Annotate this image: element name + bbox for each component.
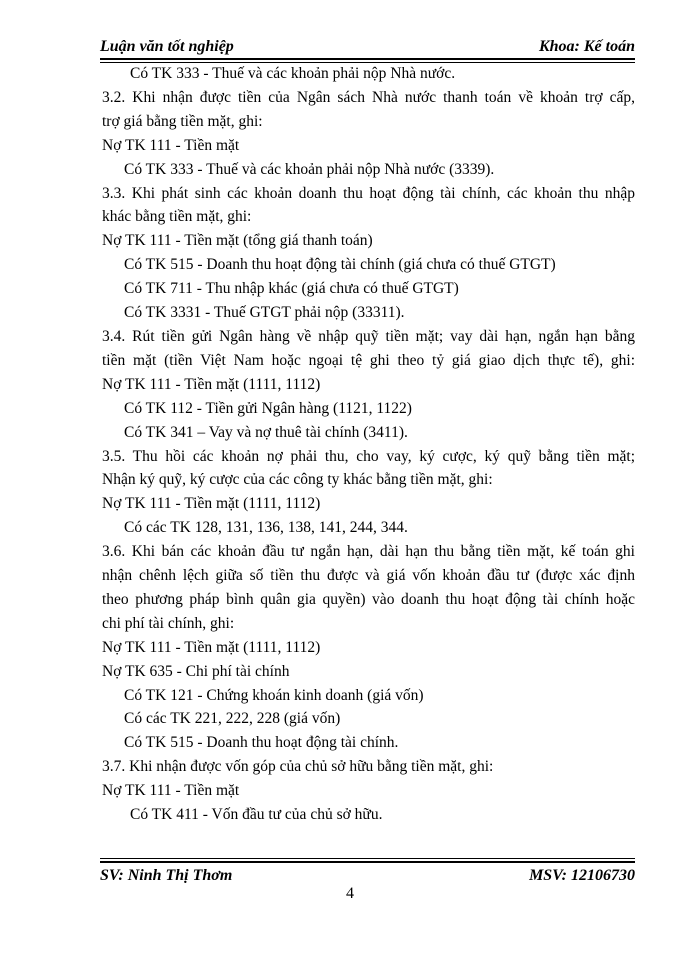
paragraph-line: 3.5. Thu hồi các khoản nợ phải thu, cho vay, ký cược, ký quỹ bằng tiền mặt; xyxy=(102,447,635,465)
page-header xyxy=(100,30,635,60)
paragraph-line: trợ giá bằng tiền mặt, ghi: xyxy=(102,112,263,130)
entry-line: Nợ TK 111 - Tiền mặt (tổng giá thanh toán) xyxy=(102,232,373,250)
entry-line: Có các TK 128, 131, 136, 138, 141, 244, 344. xyxy=(124,519,408,537)
entry-line: Có TK 711 - Thu nhập khác (giá chưa có thuế GTGT) xyxy=(124,280,459,298)
header-rule xyxy=(100,58,635,60)
footer-rule-thin xyxy=(100,858,635,859)
entry-line: Có TK 341 – Vay và nợ thuê tài chính (3411). xyxy=(124,423,408,441)
entry-line: Có các TK 221, 222, 228 (giá vốn) xyxy=(124,710,341,728)
paragraph-line: chi phí tài chính, ghi: xyxy=(102,614,235,632)
paragraph-line: nhận chênh lệch giữa số tiền thu được và giá vốn khoản đầu tư (được xác định xyxy=(102,567,635,585)
entry-line: Có TK 3331 - Thuế GTGT phải nộp (33311). xyxy=(124,304,405,322)
entry-line: Có TK 112 - Tiền gửi Ngân hàng (1121, 1122) xyxy=(124,399,412,417)
entry-line: Có TK 333 - Thuế và các khoản phải nộp Nhà nước. xyxy=(130,65,456,82)
header-thesis-title: Luận văn tốt nghiệp xyxy=(100,38,234,55)
paragraph-line: 3.2. Khi nhận được tiền của Ngân sách Nhà nước thanh toán về khoản trợ cấp, xyxy=(102,88,635,106)
header-faculty: Khoa: Kế toán xyxy=(538,38,635,55)
entry-line: Nợ TK 635 - Chi phí tài chính xyxy=(102,662,290,680)
paragraph-line: theo phương pháp bình quân gia quyền) vào doanh thu hoạt động tài chính hoặc xyxy=(102,590,635,608)
footer-rule xyxy=(100,861,635,863)
paragraph-line: Nhận ký quỹ, ký cược của các công ty khác bằng tiền mặt, ghi: xyxy=(102,471,493,489)
paragraph-line: 3.3. Khi phát sinh các khoản doanh thu hoạt động tài chính, các khoản thu nhập xyxy=(102,184,635,202)
entry-line: Có TK 515 - Doanh thu hoạt động tài chính. xyxy=(124,734,399,752)
document-body xyxy=(102,62,635,827)
footer-student-name: SV: Ninh Thị Thơm xyxy=(100,867,233,884)
entry-line: Có TK 515 - Doanh thu hoạt động tài chính (giá chưa có thuế GTGT) xyxy=(124,256,556,274)
paragraph-line: khác bằng tiền mặt, ghi: xyxy=(102,208,252,226)
paragraph-line: tiền mặt (tiền Việt Nam hoặc ngoại tệ ghi theo tỷ giá giao dịch thực tế), ghi: xyxy=(102,351,635,369)
footer-student-id: MSV: 12106730 xyxy=(529,867,635,884)
entry-line: Có TK 333 - Thuế và các khoản phải nộp Nhà nước (3339). xyxy=(124,160,495,178)
page-number: 4 xyxy=(346,885,354,902)
entry-line: Nợ TK 111 - Tiền mặt xyxy=(102,136,240,154)
entry-line: Nợ TK 111 - Tiền mặt (1111, 1112) xyxy=(102,638,321,656)
entry-line: Có TK 411 - Vốn đầu tư của chủ sở hữu. xyxy=(130,806,383,824)
entry-line: Có TK 121 - Chứng khoán kinh doanh (giá vốn) xyxy=(124,686,424,704)
entry-line: Nợ TK 111 - Tiền mặt (1111, 1112) xyxy=(102,495,321,513)
entry-line: Nợ TK 111 - Tiền mặt xyxy=(102,782,240,800)
paragraph-line: 3.6. Khi bán các khoản đầu tư ngắn hạn, dài hạn thu bằng tiền mặt, kế toán ghi xyxy=(102,543,635,561)
entry-line: Nợ TK 111 - Tiền mặt (1111, 1112) xyxy=(102,375,321,393)
paragraph-line: 3.7. Khi nhận được vốn góp của chủ sở hữu bằng tiền mặt, ghi: xyxy=(102,758,494,776)
paragraph-line: 3.4. Rút tiền gửi Ngân hàng về nhập quỹ tiền mặt; vay dài hạn, ngắn hạn bằng xyxy=(102,327,635,345)
